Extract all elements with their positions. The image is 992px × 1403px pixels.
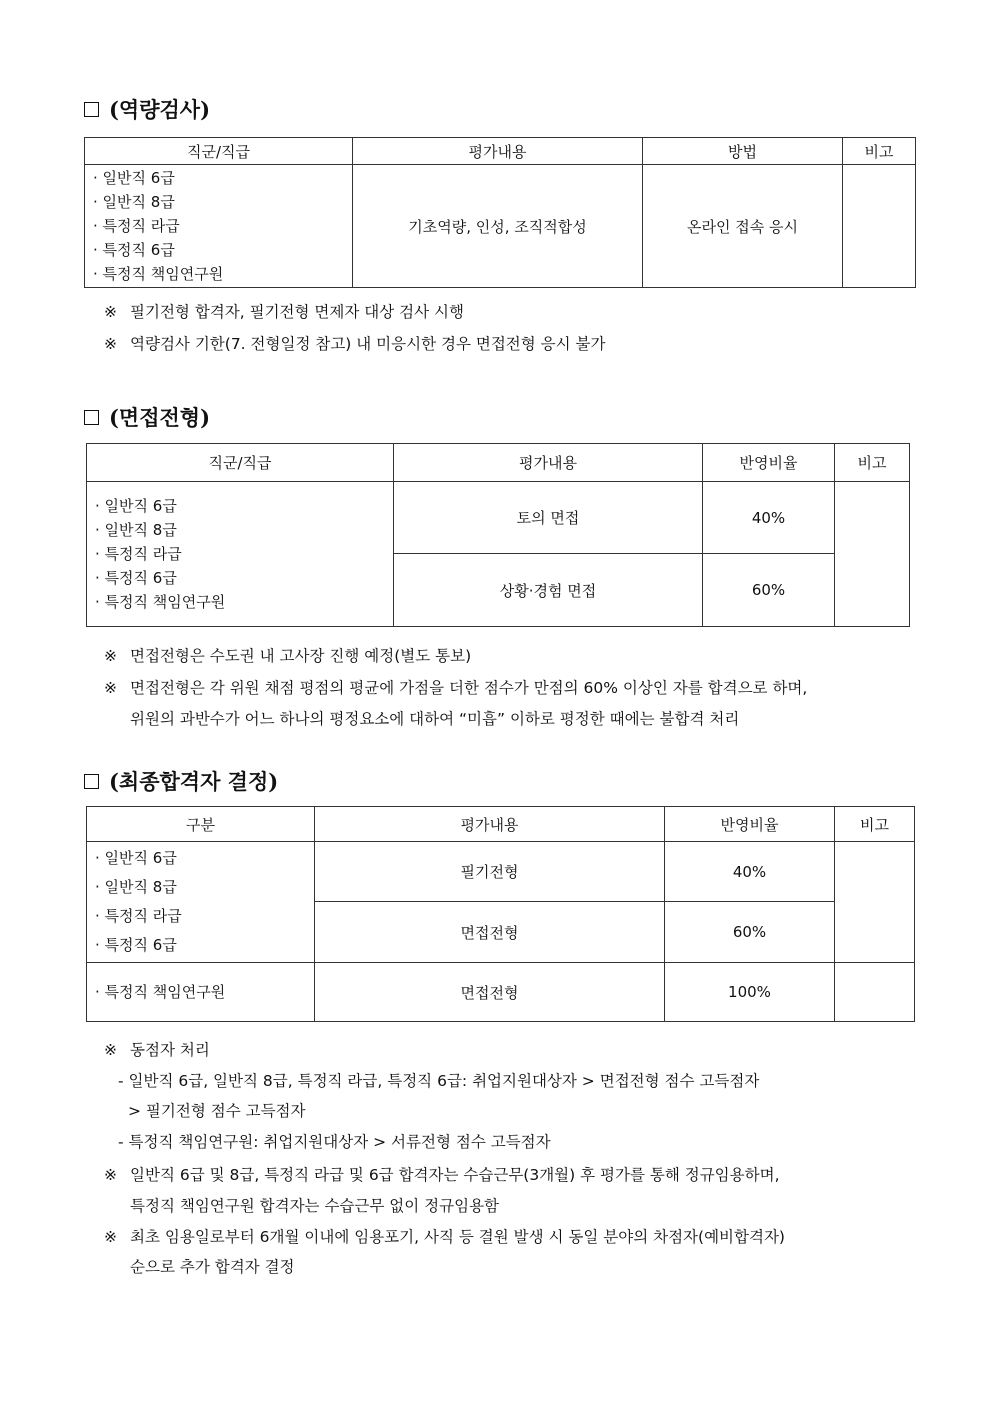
header-category: 구분	[87, 807, 315, 842]
list-item: · 일반직 8급	[93, 193, 175, 211]
note	[104, 329, 606, 359]
header-grade: 직군/직급	[87, 444, 394, 482]
note-text: 면접전형은 수도권 내 고사장 진행 예정(별도 통보)	[130, 647, 472, 665]
list-item: · 특정직 책임연구원	[93, 265, 224, 283]
note-sub: - 특정직 책임연구원: 취업지원대상자 > 서류전형 점수 고득점자	[118, 1133, 551, 1151]
section-title-text: (최종합격자 결정)	[109, 769, 279, 794]
note-sub: - 일반직 6급, 일반직 8급, 특정직 라급, 특정직 6급: 취업지원대상자 > 면접전형 점수 고득점자	[118, 1072, 760, 1090]
note	[104, 1160, 780, 1190]
section-title-final	[84, 766, 278, 796]
final-table	[86, 806, 915, 1022]
content-cell: 면접전형	[315, 963, 665, 1022]
note	[104, 1035, 210, 1065]
section-title-text: (역량검사)	[109, 97, 211, 122]
note-sub: > 필기전형 점수 고득점자	[128, 1102, 306, 1120]
method-cell: 온라인 접속 응시	[643, 165, 843, 288]
note-text: 일반직 6급 및 8급, 특정직 라급 및 6급 합격자는 수습근무(3개월) 후 평가를 통해 정규임용하며,	[130, 1166, 780, 1184]
header-remark: 비고	[843, 138, 916, 165]
note	[104, 673, 807, 703]
ratio-cell: 60%	[665, 902, 835, 963]
list-item: · 일반직 6급	[95, 849, 177, 867]
header-remark: 비고	[835, 444, 910, 482]
header-content: 평가내용	[353, 138, 643, 165]
note-continuation: 위원의 과반수가 어느 하나의 평정요소에 대하여 “미흡” 이하로 평정한 때에는 불합격 처리	[130, 710, 740, 728]
header-remark: 비고	[835, 807, 915, 842]
note-mark: ※	[104, 679, 117, 697]
header-ratio: 반영비율	[703, 444, 835, 482]
header-method: 방법	[643, 138, 843, 165]
list-item: · 특정직 라급	[95, 907, 182, 925]
list-item: · 특정직 라급	[95, 545, 182, 563]
grade-list	[87, 842, 315, 963]
list-item: · 일반직 6급	[95, 497, 177, 515]
content-cell: 필기전형	[315, 842, 665, 902]
checkbox-icon	[84, 410, 99, 425]
note	[104, 1222, 785, 1252]
ratio-cell: 100%	[665, 963, 835, 1022]
list-item: · 일반직 8급	[95, 521, 177, 539]
remark-cell	[835, 842, 915, 963]
interview-table	[86, 443, 910, 627]
note-mark: ※	[104, 647, 117, 665]
note-text: 동점자 처리	[130, 1041, 210, 1059]
note-text: 최초 임용일로부터 6개월 이내에 임용포기, 사직 등 결원 발생 시 동일 분야의 차점자(예비합격자)	[130, 1228, 785, 1246]
note	[104, 297, 464, 327]
content-cell: 상황·경험 면접	[394, 554, 703, 627]
section-title-interview	[84, 402, 210, 432]
ratio-cell: 40%	[703, 482, 835, 554]
list-item: · 특정직 6급	[93, 241, 175, 259]
checkbox-icon	[84, 102, 99, 117]
competency-table	[84, 137, 916, 288]
grade-list	[85, 165, 353, 288]
note-continuation: 특정직 책임연구원 합격자는 수습근무 없이 정규임용함	[130, 1197, 500, 1215]
header-ratio: 반영비율	[665, 807, 835, 842]
note-mark: ※	[104, 1041, 117, 1059]
list-item: · 일반직 8급	[95, 878, 177, 896]
checkbox-icon	[84, 774, 99, 789]
note	[104, 641, 471, 671]
header-content: 평가내용	[315, 807, 665, 842]
list-item: · 특정직 책임연구원	[95, 593, 226, 611]
grade-list	[87, 482, 394, 627]
header-content: 평가내용	[394, 444, 703, 482]
section-title-competency	[84, 94, 210, 124]
note-mark: ※	[104, 335, 117, 353]
list-item: · 일반직 6급	[93, 169, 175, 187]
ratio-cell: 60%	[703, 554, 835, 627]
note-text: 면접전형은 각 위원 채점 평점의 평균에 가점을 더한 점수가 만점의 60% 이상인 자를 합격으로 하며,	[130, 679, 808, 697]
header-grade: 직군/직급	[85, 138, 353, 165]
list-item: · 특정직 라급	[93, 217, 180, 235]
list-item: · 특정직 6급	[95, 936, 177, 954]
note-continuation: 순으로 추가 합격자 결정	[130, 1258, 295, 1276]
remark-cell	[835, 482, 910, 627]
note-mark: ※	[104, 1166, 117, 1184]
section-title-text: (면접전형)	[109, 405, 211, 430]
content-cell: 기초역량, 인성, 조직적합성	[353, 165, 643, 288]
note-text: 역량검사 기한(7. 전형일정 참고) 내 미응시한 경우 면접전형 응시 불가	[130, 335, 606, 353]
list-item: · 특정직 6급	[95, 569, 177, 587]
note-mark: ※	[104, 303, 117, 321]
list-item: · 특정직 책임연구원	[87, 963, 315, 1022]
note-mark: ※	[104, 1228, 117, 1246]
note-text: 필기전형 합격자, 필기전형 면제자 대상 검사 시행	[130, 303, 464, 321]
ratio-cell: 40%	[665, 842, 835, 902]
remark-cell	[843, 165, 916, 288]
content-cell: 토의 면접	[394, 482, 703, 554]
content-cell: 면접전형	[315, 902, 665, 963]
remark-cell	[835, 963, 915, 1022]
